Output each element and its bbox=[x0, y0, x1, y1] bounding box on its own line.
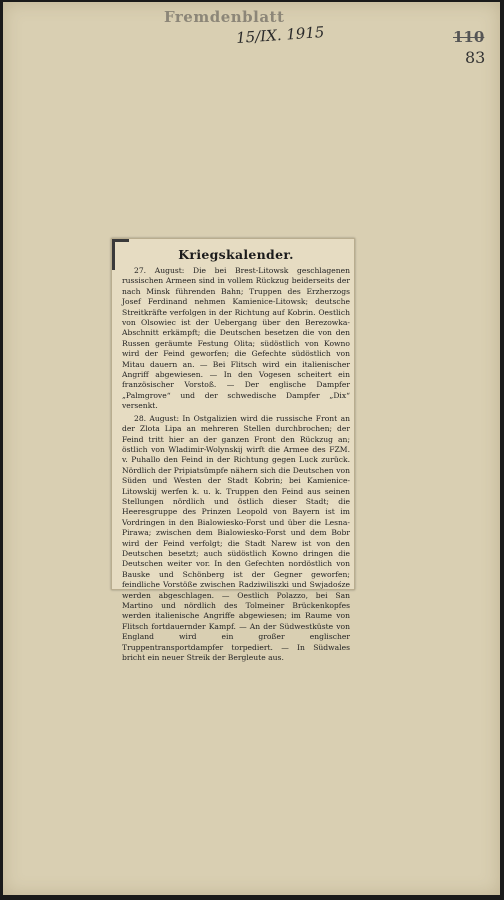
folio-number-crossed: 110 bbox=[453, 28, 485, 46]
handwritten-date: 15/IX. 1915 bbox=[235, 22, 325, 48]
folio-number: 83 bbox=[465, 48, 486, 67]
corner-mark bbox=[112, 239, 129, 270]
newspaper-clipping bbox=[111, 238, 355, 663]
clipping-title: Kriegskalender. bbox=[178, 247, 294, 262]
entry-28-august: 28. August: In Ostgalizien wird die russische Front an der Zlota Lipa an mehreren Stellen durchbrochen; der Feind tritt hier an der ganzen Front den Rückzug an; östlich von Wladimir-Wolynskij wirft die Armee des FZM. v. Puhallo den Feind in der Richtung gegen Luck zurück. Nördlich der Pripiatsümpfe nähern sich die Deutschen von Süden und Westen der Stadt Kobrin; bei Kamienice-Litowskij werfen k. u. k. Truppen den Feind aus seinen Stellungen nördlich und östlich dieser Stadt; die Heeresgruppe des Prinzen Leopold von Bayern ist im Vordringen in den Bialowiesko-Forst und über die Lesna-Pirawa; zwischen dem Bialowiesko-Forst und dem Bobr wird der Feind verfolgt; die Stadt Narew ist von den Deutschen besetzt; auch südöstlich Kowno dringen die Deutschen weiter vor. In den Gefechten nordöstlich von Bauske und Schönberg ist der Gegner geworfen; feindliche Vorstöße zwischen Radziwiliszki und Swjadośze werden abgeschlagen. — Oestlich Polazzo, bei San Martino und nördlich des Tolmeiner Brückenkopfes werden italienische Angriffe abgewiesen; im Raume von Flitsch fortdauernder Kampf. — An der Südwestküste von England wird ein großer englischer Truppentransportdampfer torpediert. — In Südwales bricht ein neuer Streik der Bergleute aus. bbox=[122, 413, 350, 663]
newspaper-stamp: Fremdenblatt bbox=[164, 8, 285, 26]
archive-sheet bbox=[3, 2, 500, 895]
entry-27-august: 27. August: Die bei Brest-Litowsk geschlagenen russischen Armeen sind in vollem Rückzug beiderseits der nach Minsk führenden Bahn; Truppen des Erzherzogs Josef Ferdinand nehmen Kamienice-Litowsk; deutsche Streitkräfte verfolgen in der Richtung auf Kobrin. Oestlich von Olsowiec ist der Uebergang über den Berezowka-Abschnitt erkämpft; die Deutschen besetzen die von den Russen geräumte Festung Olita; südöstlich von Kowno wird der Feind geworfen; die Gefechte südöstlich von Mitau dauern an. — Bei Flitsch wird ein italienischer Angriff abgewiesen. — In den Vogesen scheitert ein französischer Vorstoß. — Der englische Dampfer „Palmgrove“ und der schwedische Dampfer „Dix“ versenkt. bbox=[122, 266, 350, 411]
